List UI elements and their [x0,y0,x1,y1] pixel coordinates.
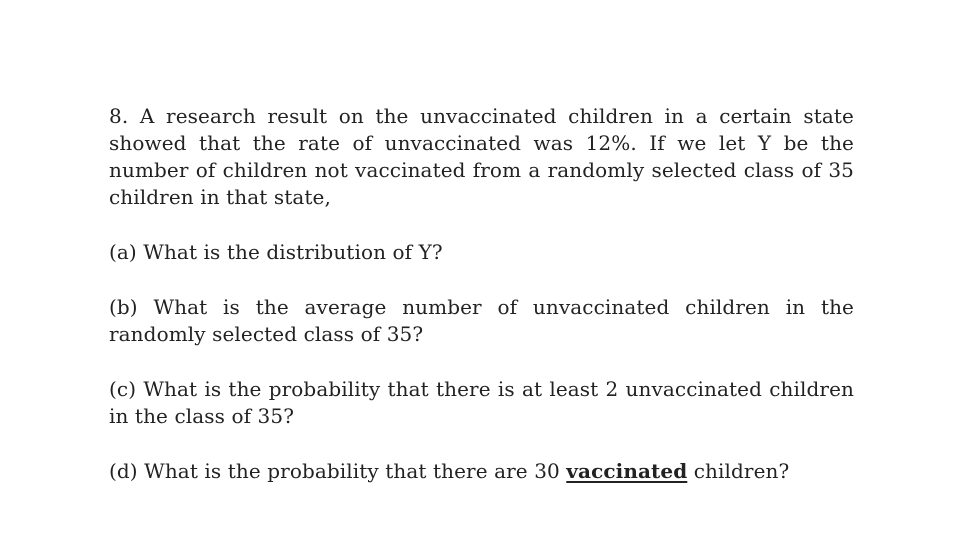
question-d [109,458,854,485]
question-c: (c) What is the probability that there is at least 2 unvaccinated children in the class of 35? [109,377,854,428]
question-b: (b) What is the average number of unvaccinated children in the randomly selected class of 35? [109,295,854,346]
question-d-emphasis: vaccinated [566,459,688,483]
question-d-suffix: children? [687,459,790,483]
problem-intro: 8. A research result on the unvaccinated children in a certain state showed that the rate of unvaccinated was 12%. If we let Y be the number of children not vaccinated from a randomly selected class of 35 children in that state, [109,104,854,209]
problem-document [109,103,854,485]
question-a: (a) What is the distribution of Y? [109,240,443,264]
question-d-prefix: (d) What is the probability that there are 30 [109,459,567,483]
